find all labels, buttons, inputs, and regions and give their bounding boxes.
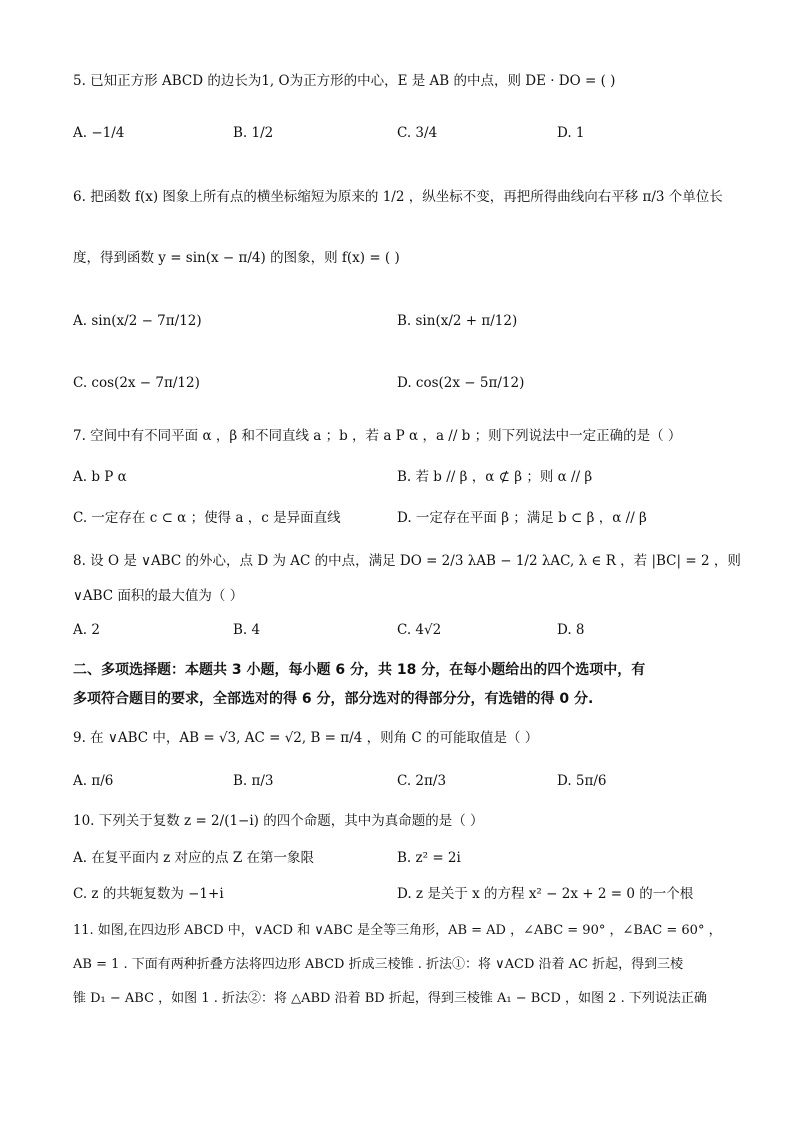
q9-option-a: A. π/6: [73, 773, 114, 789]
q5-option-c: C. 3/4: [397, 125, 438, 141]
q5-option-b: B. 1/2: [233, 125, 274, 141]
q10-option-c: C. z 的共轭复数为 −1+i: [73, 886, 224, 902]
q6-option-d: D. cos(2x − 5π/12): [397, 375, 525, 391]
q5-option-d: D. 1: [557, 125, 585, 141]
q8-option-d: D. 8: [557, 622, 585, 638]
q8-stem-line2: ∨ABC 面积的最大值为（ ）: [73, 588, 244, 604]
q8-option-b: B. 4: [233, 622, 261, 638]
q7-option-c: C. 一定存在 c ⊂ α ；使得 a ，c 是异面直线: [73, 510, 341, 526]
q8-option-c: C. 4√2: [397, 622, 442, 638]
q5-option-a: A. −1/4: [73, 125, 125, 141]
q8-option-a: A. 2: [73, 622, 100, 638]
q9-option-d: D. 5π/6: [557, 773, 607, 789]
q7-option-b: B. 若 b // β ，α ⊄ β ；则 α // β: [397, 469, 593, 485]
q9-option-c: C. 2π/3: [397, 773, 447, 789]
q7-stem: 7. 空间中有不同平面 α ，β 和不同直线 a ；b ，若 a P α ，a // b ；则下列说法中一定正确的是（ ）: [73, 428, 682, 444]
q6-stem-line2: 度，得到函数 y = sin(x − π/4) 的图象，则 f(x) = ( ): [73, 250, 400, 266]
q6-stem-line1: 6. 把函数 f(x) 图象上所有点的横坐标缩短为原来的 1/2 ，纵坐标不变，再把所得曲线向右平移 π/3 个单位长: [73, 189, 723, 205]
q9-option-b: B. π/3: [233, 773, 274, 789]
q10-stem: 10. 下列关于复数 z = 2/(1−i) 的四个命题，其中为真命题的是（ ）: [73, 813, 484, 829]
q5-stem: 5. 已知正方形 ABCD 的边长为1, O为正方形的中心，E 是 AB 的中点，则 DE · DO = ( ): [73, 73, 616, 89]
q10-option-d: D. z 是关于 x 的方程 x² − 2x + 2 = 0 的一个根: [397, 886, 694, 902]
q10-option-b: B. z² = 2i: [397, 850, 461, 866]
q7-option-d: D. 一定存在平面 β ；满足 b ⊂ β ，α // β: [397, 510, 647, 526]
q6-option-b: B. sin(x/2 + π/12): [397, 313, 518, 329]
section-heading-line2: 多项符合题目的要求，全部选对的得 6 分，部分选对的得部分分，有选错的得 0 分.: [73, 691, 594, 707]
q10-option-a: A. 在复平面内 z 对应的点 Z 在第一象限: [73, 850, 314, 866]
q9-stem: 9. 在 ∨ABC 中，AB = √3, AC = √2, B = π/4 ，则角 C 的可能取值是（ ）: [73, 730, 539, 746]
q11-line3: 锥 D₁ − ABC ，如图 1 . 折法②：将 △ABD 沿着 BD 折起，得到三棱锥 A₁ − BCD ，如图 2 . 下列说法正确: [73, 991, 707, 1006]
q11-line2: AB = 1 . 下面有两种折叠方法将四边形 ABCD 折成三棱锥 . 折法①：将 ∨ACD 沿着 AC 折起，得到三棱: [73, 957, 684, 972]
q8-stem-line1: 8. 设 O 是 ∨ABC 的外心，点 D 为 AC 的中点，满足 DO = 2/3 λAB − 1/2 λAC, λ ∈ R ，若 |BC| = 2 ，则: [73, 553, 741, 569]
q11-line1: 11. 如图,在四边形 ABCD 中，∨ACD 和 ∨ABC 是全等三角形，AB = AD ，∠ABC = 90° ，∠BAC = 60° ，: [73, 923, 722, 938]
q6-option-a: A. sin(x/2 − 7π/12): [73, 313, 202, 329]
section-heading-line1: 二、多项选择题：本题共 3 小题，每小题 6 分，共 18 分，在每小题给出的四个选项中，有: [73, 662, 646, 678]
q7-option-a: A. b P α: [73, 469, 127, 485]
q6-option-c: C. cos(2x − 7π/12): [73, 375, 200, 391]
